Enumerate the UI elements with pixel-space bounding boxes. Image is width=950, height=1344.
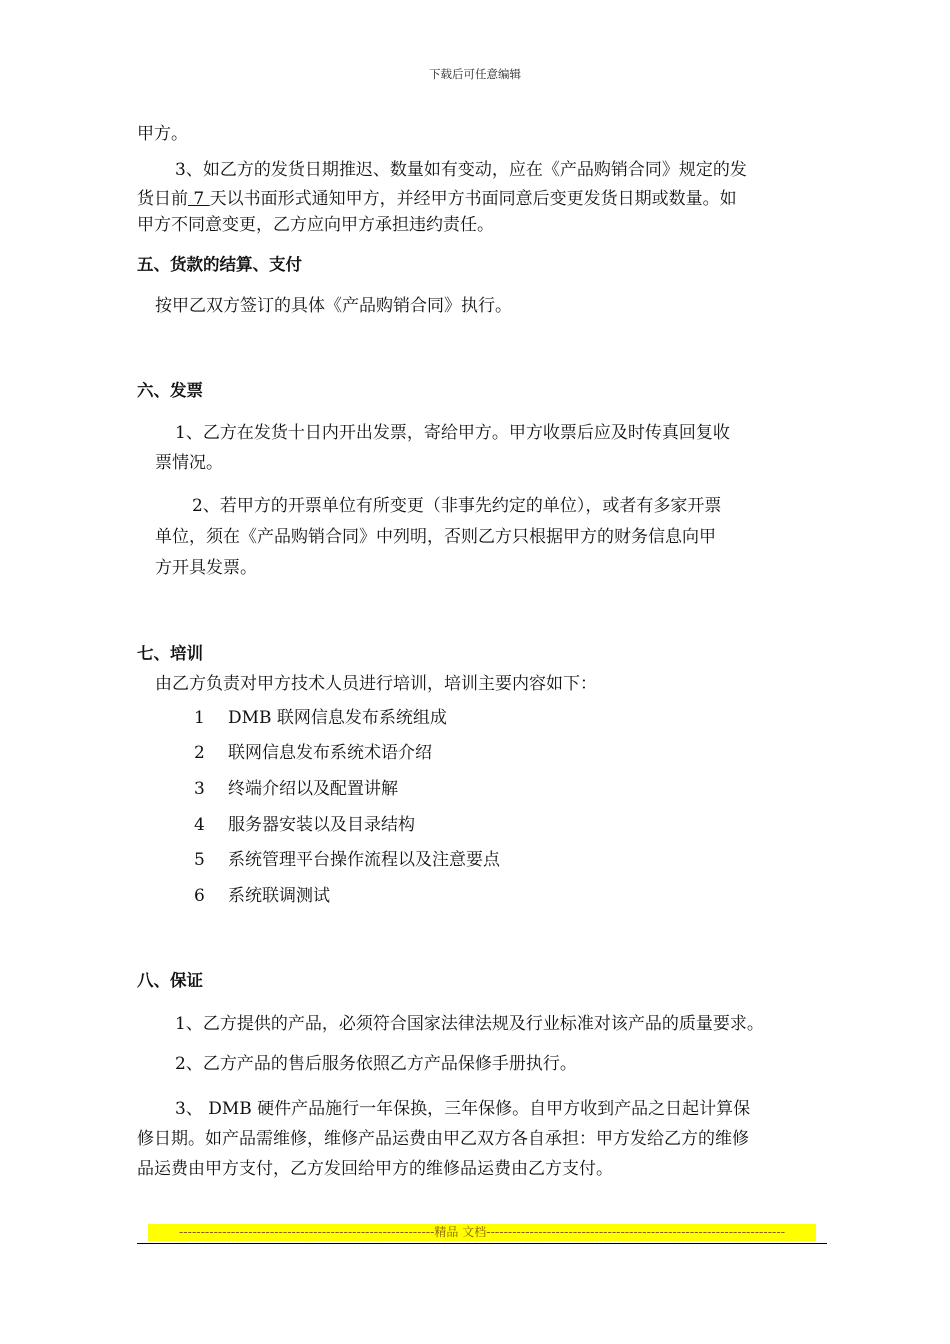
list-item-number: 2 [194, 743, 205, 763]
text-line: 2、若甲方的开票单位有所变更（非事先约定的单位），或者有多家开票 [192, 496, 722, 516]
section-heading: 六、发票 [137, 381, 203, 400]
list-item-text: 系统联调测试 [228, 886, 330, 906]
section-heading: 八、保证 [137, 971, 203, 990]
list-item [194, 741, 432, 765]
list-item-number: 1 [194, 708, 205, 728]
list-item [194, 884, 330, 908]
text-line: 2、乙方产品的售后服务依照乙方产品保修手册执行。 [175, 1054, 577, 1074]
text-line: 按甲乙双方签订的具体《产品购销合同》执行。 [155, 296, 512, 316]
text-line: 3、 DMB 硬件产品施行一年保换，三年保修。自甲方收到产品之日起计算保 [175, 1099, 751, 1119]
underlined-days: 7 [188, 189, 210, 209]
list-item-text: 服务器安装以及目录结构 [228, 815, 415, 835]
list-item [194, 777, 398, 801]
list-item-number: 4 [194, 815, 205, 835]
text-line: 单位，须在《产品购销合同》中列明，否则乙方只根据甲方的财务信息向甲 [155, 527, 716, 547]
list-item-text: 终端介绍以及配置讲解 [228, 779, 398, 799]
section-heading: 七、培训 [137, 644, 203, 663]
list-item [194, 813, 415, 837]
text-line: 甲方。 [137, 124, 188, 144]
text-line: 由乙方负责对甲方技术人员进行培训，培训主要内容如下： [155, 674, 597, 694]
page-header-note: 下载后可任意编辑 [429, 67, 521, 81]
list-item-text: 联网信息发布系统术语介绍 [228, 743, 432, 763]
list-item [194, 706, 447, 730]
section-heading: 五、货款的结算、支付 [137, 255, 302, 274]
list-item-number: 5 [194, 850, 205, 870]
text-line: 3、如乙方的发货日期推迟、数量如有变动，应在《产品购销合同》规定的发 [175, 160, 747, 180]
list-item-text: DMB 联网信息发布系统组成 [228, 708, 447, 728]
text-span: 货日前 [137, 189, 188, 209]
text-line: 品运费由甲方支付，乙方发回给甲方的维修品运费由乙方支付。 [137, 1159, 613, 1179]
list-item-text: 系统管理平台操作流程以及注意要点 [228, 850, 500, 870]
text-line: 1、乙方提供的产品，必须符合国家法律法规及行业标准对该产品的质量要求。 [175, 1014, 764, 1034]
text-line: 1、乙方在发货十日内开出发票，寄给甲方。甲方收票后应及时传真回复收 [175, 423, 730, 443]
list-item [194, 848, 500, 872]
text-line: 方开具发票。 [155, 558, 257, 578]
footer-banner: -----------------------------------------------------------精品 文档--------------------------------------------------------------------- [148, 1224, 816, 1241]
text-line [137, 187, 737, 211]
list-item-number: 3 [194, 779, 205, 799]
text-line: 修日期。如产品需维修，维修产品运费由甲乙双方各自承担：甲方发给乙方的维修 [137, 1129, 749, 1149]
text-line: 票情况。 [155, 453, 223, 473]
list-item-number: 6 [194, 886, 205, 906]
text-line: 甲方不同意变更，乙方应向甲方承担违约责任。 [137, 215, 494, 235]
footer-divider [137, 1243, 827, 1244]
text-span: 天以书面形式通知甲方，并经甲方书面同意后变更发货日期或数量。如 [209, 189, 737, 209]
